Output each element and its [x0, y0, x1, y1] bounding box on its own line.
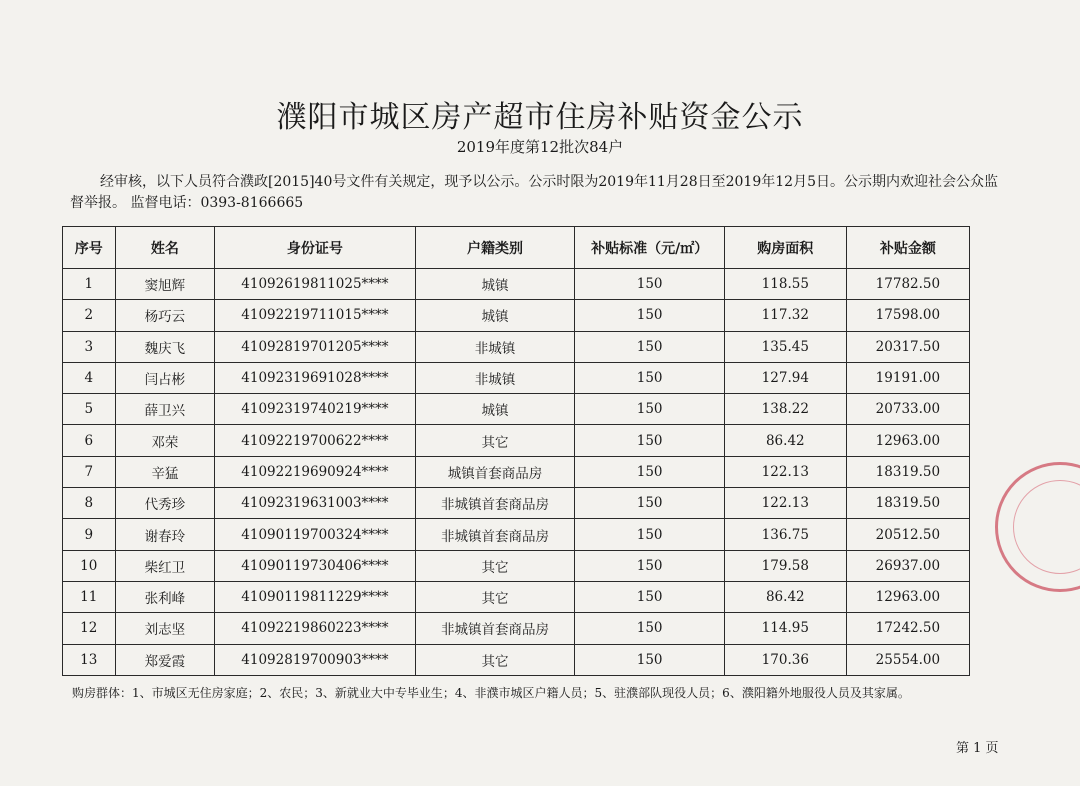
cell-name: 代秀珍 — [115, 488, 215, 519]
cell-purchase-area: 127.94 — [724, 362, 846, 393]
cell-subsidy-amount: 17598.00 — [846, 300, 969, 331]
cell-household-type: 非城镇 — [415, 362, 575, 393]
cell-household-type: 非城镇首套商品房 — [415, 613, 575, 644]
cell-household-type: 其它 — [415, 425, 575, 456]
cell-id-number: 41092819700903**** — [215, 644, 415, 675]
cell-name: 辛猛 — [115, 456, 215, 487]
table-body — [63, 269, 970, 676]
cell-subsidy-standard: 150 — [575, 613, 724, 644]
page-number: 第 1 页 — [956, 741, 999, 756]
intro-paragraph: 经审核，以下人员符合濮政[2015]40号文件有关规定，现予以公示。公示时限为2019年11月28日至2019年12月5日。公示期内欢迎社会公众监督举报。 监督电话：0393-8166665 — [70, 174, 998, 211]
cell-household-type: 城镇 — [415, 300, 575, 331]
header-no: 序号 — [63, 227, 116, 269]
cell-no: 6 — [63, 425, 116, 456]
cell-subsidy-amount: 26937.00 — [846, 550, 969, 581]
cell-household-type: 非城镇 — [415, 331, 575, 362]
cell-purchase-area: 136.75 — [724, 519, 846, 550]
header-purchase-area: 购房面积 — [724, 227, 846, 269]
cell-name: 薛卫兴 — [115, 394, 215, 425]
header-household-type: 户籍类别 — [415, 227, 575, 269]
cell-subsidy-standard: 150 — [575, 550, 724, 581]
cell-no: 4 — [63, 362, 116, 393]
cell-subsidy-standard: 150 — [575, 581, 724, 612]
cell-purchase-area: 135.45 — [724, 331, 846, 362]
cell-id-number: 41090119811229**** — [215, 581, 415, 612]
cell-no: 13 — [63, 644, 116, 675]
cell-subsidy-standard: 150 — [575, 644, 724, 675]
cell-subsidy-amount: 17782.50 — [846, 269, 969, 300]
cell-subsidy-standard: 150 — [575, 394, 724, 425]
cell-name: 杨巧云 — [115, 300, 215, 331]
cell-id-number: 41090119730406**** — [215, 550, 415, 581]
cell-no: 3 — [63, 331, 116, 362]
cell-name: 谢春玲 — [115, 519, 215, 550]
cell-subsidy-amount: 25554.00 — [846, 644, 969, 675]
cell-id-number: 41092619811025**** — [215, 269, 415, 300]
table-row — [63, 519, 970, 550]
page-subtitle: 2019年度第12批次84户 — [456, 138, 624, 156]
cell-subsidy-standard: 150 — [575, 300, 724, 331]
cell-purchase-area: 122.13 — [724, 456, 846, 487]
cell-subsidy-amount: 12963.00 — [846, 425, 969, 456]
cell-id-number: 41092819701205**** — [215, 331, 415, 362]
cell-purchase-area: 118.55 — [724, 269, 846, 300]
cell-id-number: 41092219690924**** — [215, 456, 415, 487]
table-row — [63, 362, 970, 393]
table-row — [63, 488, 970, 519]
cell-household-type: 城镇首套商品房 — [415, 456, 575, 487]
table-row — [63, 613, 970, 644]
cell-purchase-area: 86.42 — [724, 581, 846, 612]
header-id-number: 身份证号 — [215, 227, 415, 269]
table-row — [63, 425, 970, 456]
cell-purchase-area: 179.58 — [724, 550, 846, 581]
header-name: 姓名 — [115, 227, 215, 269]
cell-subsidy-standard: 150 — [575, 331, 724, 362]
table-row — [63, 550, 970, 581]
cell-subsidy-standard: 150 — [575, 519, 724, 550]
cell-household-type: 城镇 — [415, 394, 575, 425]
cell-name: 魏庆飞 — [115, 331, 215, 362]
table-row — [63, 644, 970, 675]
cell-subsidy-standard: 150 — [575, 456, 724, 487]
cell-subsidy-standard: 150 — [575, 362, 724, 393]
footnote: 购房群体：1、市城区无住房家庭；2、农民；3、新就业大中专毕业生；4、非濮市城区户籍人员；5、驻濮部队现役人员；6、濮阳籍外地服役人员及其家属。 — [72, 686, 910, 700]
cell-household-type: 其它 — [415, 644, 575, 675]
cell-id-number: 41090119700324**** — [215, 519, 415, 550]
cell-name: 闫占彬 — [115, 362, 215, 393]
cell-subsidy-amount: 18319.50 — [846, 456, 969, 487]
cell-purchase-area: 170.36 — [724, 644, 846, 675]
header-subsidy-amount: 补贴金额 — [846, 227, 969, 269]
cell-no: 12 — [63, 613, 116, 644]
cell-id-number: 41092219711015**** — [215, 300, 415, 331]
cell-household-type: 城镇 — [415, 269, 575, 300]
table-header-row — [63, 227, 970, 269]
cell-household-type: 其它 — [415, 581, 575, 612]
cell-no: 8 — [63, 488, 116, 519]
cell-name: 窦旭辉 — [115, 269, 215, 300]
cell-name: 张利峰 — [115, 581, 215, 612]
subsidy-table — [62, 226, 970, 676]
cell-household-type: 非城镇首套商品房 — [415, 519, 575, 550]
cell-household-type: 其它 — [415, 550, 575, 581]
cell-subsidy-amount: 18319.50 — [846, 488, 969, 519]
table-row — [63, 269, 970, 300]
page-title: 濮阳市城区房产超市住房补贴资金公示 — [276, 100, 804, 135]
cell-id-number: 41092319691028**** — [215, 362, 415, 393]
table-row — [63, 300, 970, 331]
cell-name: 柴红卫 — [115, 550, 215, 581]
cell-name: 邓荣 — [115, 425, 215, 456]
table-row — [63, 581, 970, 612]
cell-id-number: 41092319740219**** — [215, 394, 415, 425]
table-row — [63, 456, 970, 487]
header-subsidy-standard: 补贴标准（元/㎡） — [575, 227, 724, 269]
official-seal — [995, 462, 1080, 592]
cell-purchase-area: 114.95 — [724, 613, 846, 644]
cell-subsidy-amount: 17242.50 — [846, 613, 969, 644]
cell-subsidy-standard: 150 — [575, 488, 724, 519]
cell-subsidy-standard: 150 — [575, 269, 724, 300]
cell-no: 10 — [63, 550, 116, 581]
cell-subsidy-amount: 20733.00 — [846, 394, 969, 425]
cell-id-number: 41092219860223**** — [215, 613, 415, 644]
cell-no: 7 — [63, 456, 116, 487]
cell-id-number: 41092319631003**** — [215, 488, 415, 519]
cell-id-number: 41092219700622**** — [215, 425, 415, 456]
cell-no: 5 — [63, 394, 116, 425]
cell-subsidy-amount: 20512.50 — [846, 519, 969, 550]
cell-name: 郑爱霞 — [115, 644, 215, 675]
official-seal-inner-ring — [1013, 480, 1080, 574]
cell-no: 2 — [63, 300, 116, 331]
cell-name: 刘志坚 — [115, 613, 215, 644]
cell-subsidy-amount: 12963.00 — [846, 581, 969, 612]
table-row — [63, 331, 970, 362]
table-row — [63, 394, 970, 425]
cell-subsidy-amount: 20317.50 — [846, 331, 969, 362]
cell-no: 1 — [63, 269, 116, 300]
cell-purchase-area: 86.42 — [724, 425, 846, 456]
cell-purchase-area: 122.13 — [724, 488, 846, 519]
cell-no: 11 — [63, 581, 116, 612]
cell-purchase-area: 138.22 — [724, 394, 846, 425]
cell-no: 9 — [63, 519, 116, 550]
cell-subsidy-standard: 150 — [575, 425, 724, 456]
cell-purchase-area: 117.32 — [724, 300, 846, 331]
cell-household-type: 非城镇首套商品房 — [415, 488, 575, 519]
cell-subsidy-amount: 19191.00 — [846, 362, 969, 393]
